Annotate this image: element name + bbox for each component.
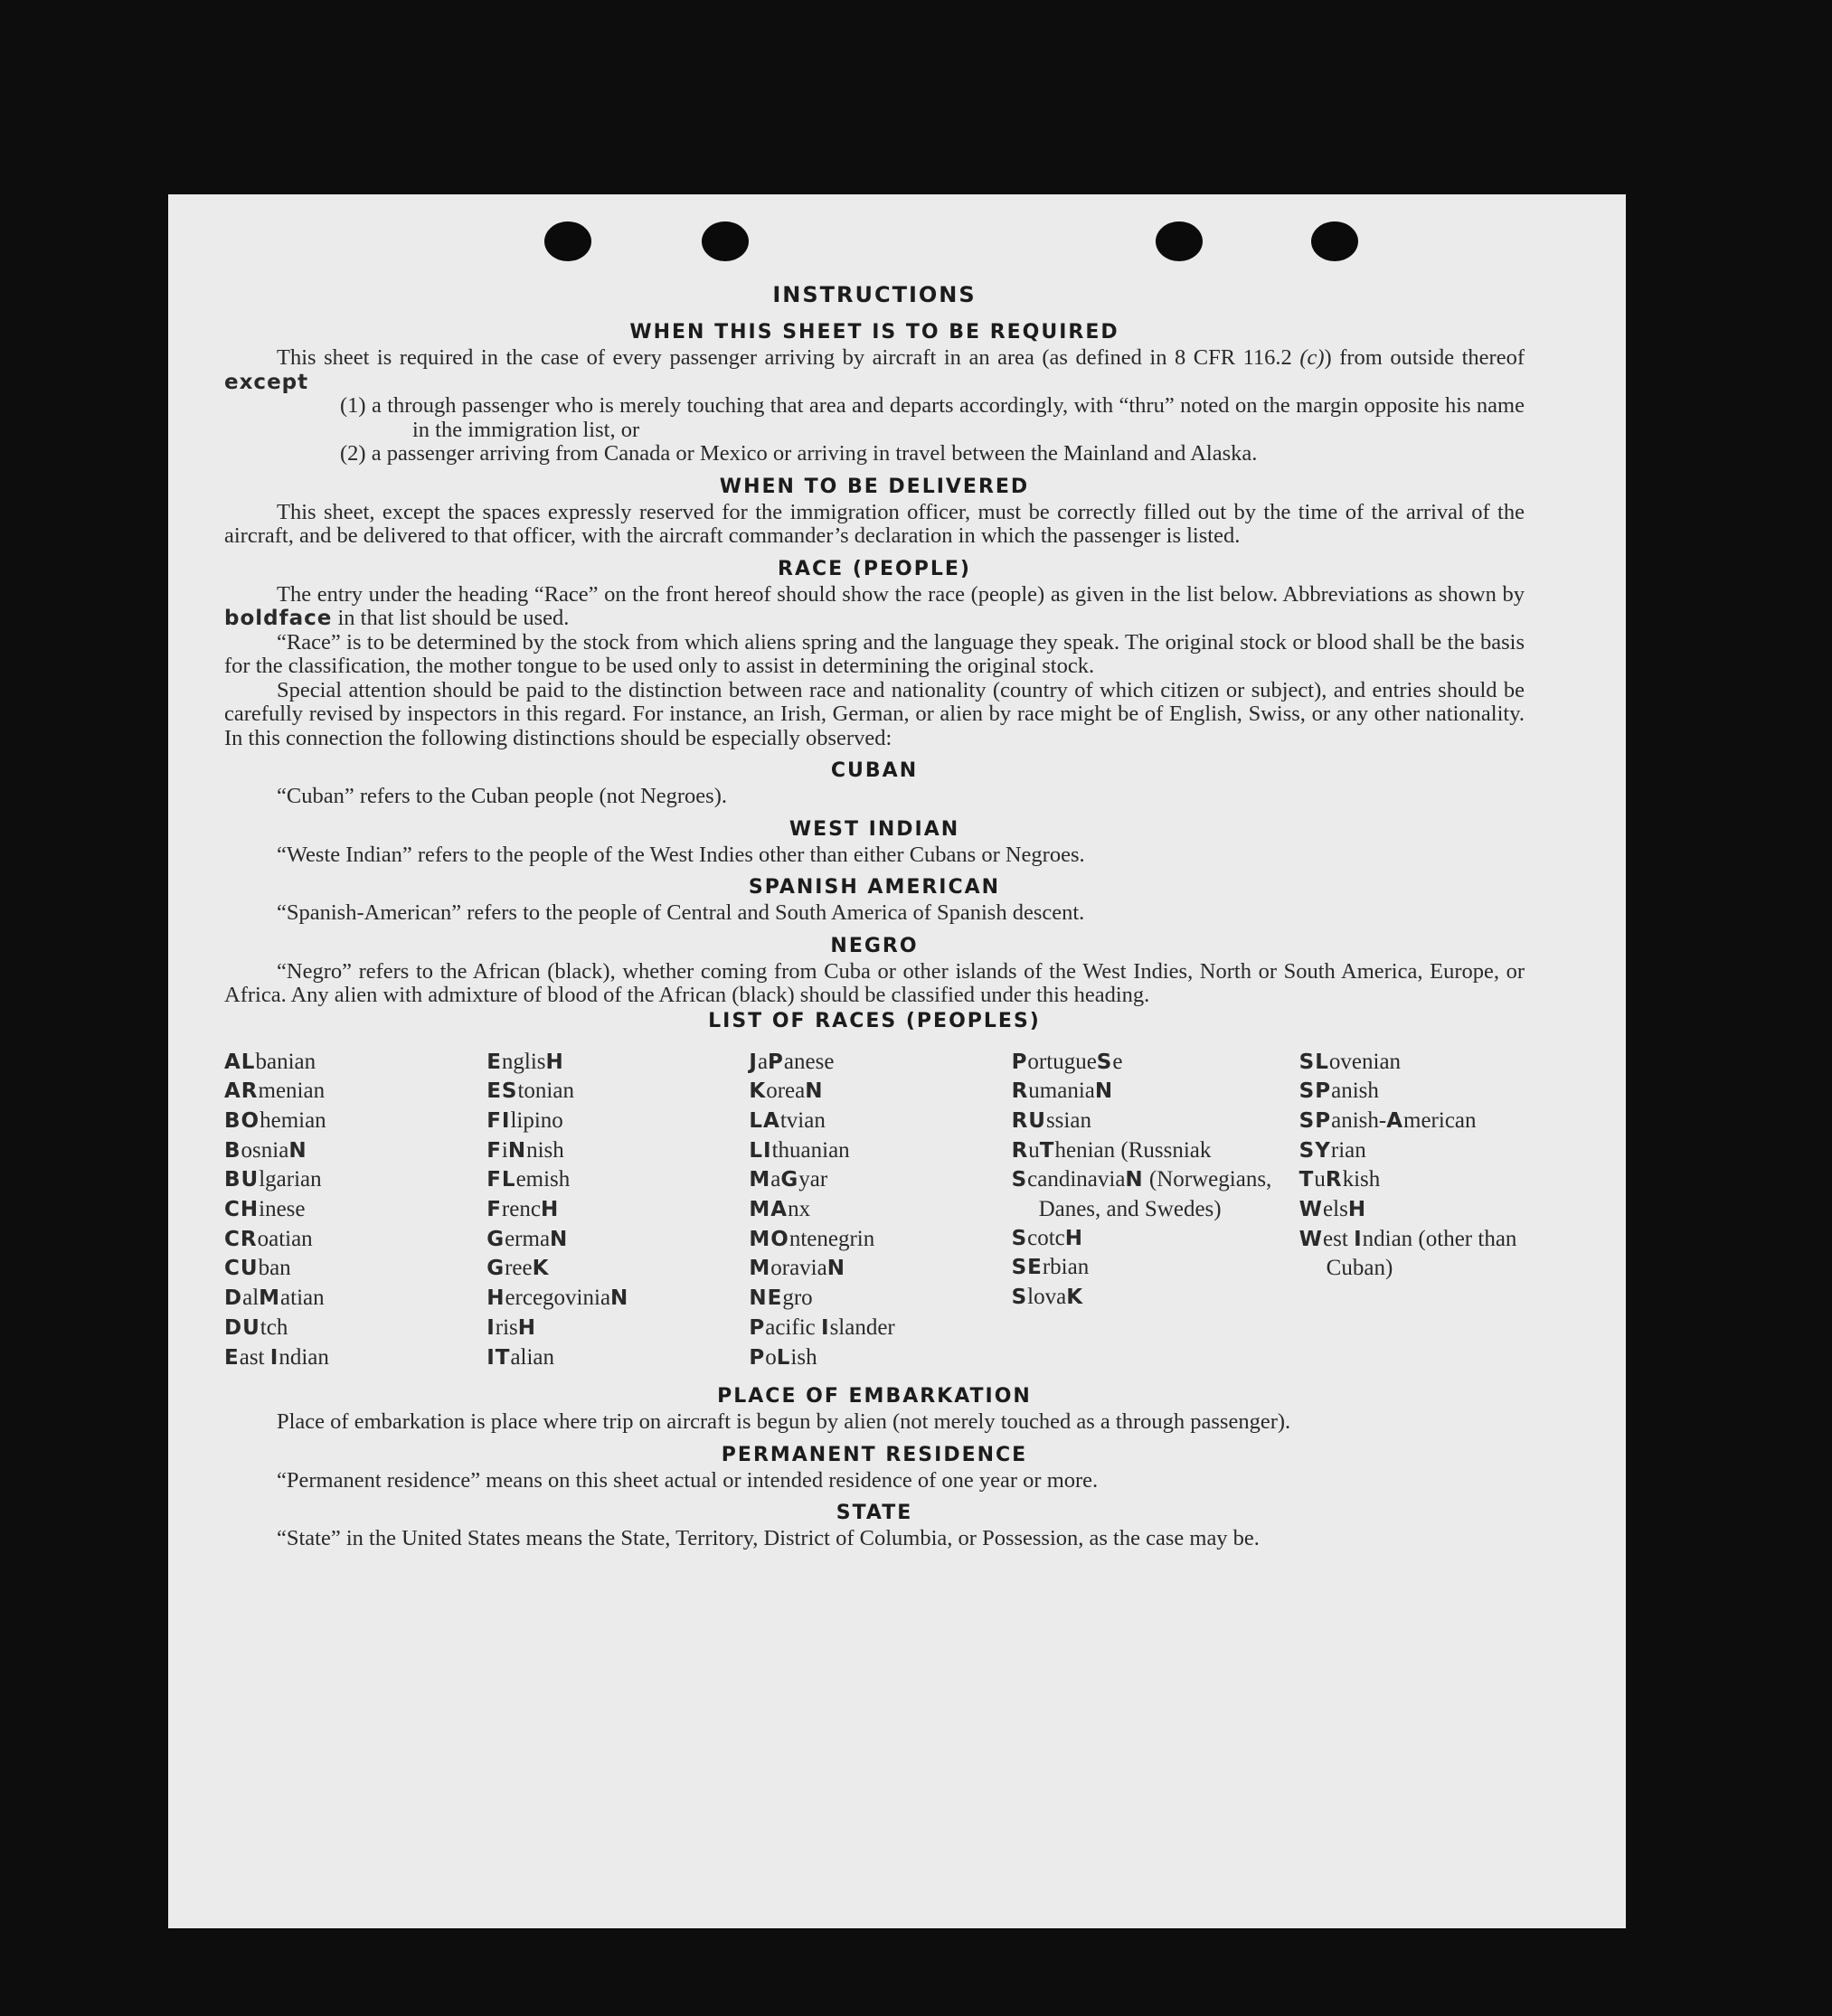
race-entry: DalMatian [224, 1286, 325, 1311]
required-intro: This sheet is required in the case of every passenger arriving by aircraft in an area (as defined in 8 CFR 116.2 (c)) from outside thereof except [224, 345, 1525, 394]
race-entry: RumaniaN [1011, 1079, 1114, 1104]
race-list [224, 1048, 1525, 1373]
race-paragraph-1: The entry under the heading “Race” on the front hereof should show the race (people) as given in the list below. Abbreviations as shown by boldface in that list should be used. [224, 581, 1525, 630]
race-entry: ScandinaviaN (Norwegians, Danes, and Swedes) [1011, 1167, 1272, 1222]
race-entry: West Indian (other than Cuban) [1298, 1226, 1517, 1281]
document-sheet [168, 194, 1626, 1928]
delivered-text: This sheet, except the spaces expressly reserved for the immigration officer, must be correctly filled out by the time of the arrival of the aircraft, and be delivered to that officer, with the aircraft commander’s declaration in which the passenger is listed. [224, 499, 1525, 548]
race-entry: MaGyar [749, 1167, 828, 1192]
race-entry: LIthuanian [749, 1137, 850, 1163]
race-entry: BUlgarian [224, 1167, 322, 1192]
section-heading-negro: NEGRO [830, 934, 919, 957]
race-entry: SPanish-American [1298, 1107, 1477, 1133]
race-entry: East Indian [224, 1344, 329, 1370]
race-entry: EnglisH [486, 1049, 564, 1074]
race-entry: EStonian [486, 1079, 574, 1104]
section-heading-embarkation: PLACE OF EMBARKATION [717, 1385, 1032, 1408]
section-heading-residence: PERMANENT RESIDENCE [721, 1443, 1028, 1466]
race-entry: MoraviaN [749, 1256, 845, 1281]
punch-hole [1311, 221, 1358, 261]
race-entry: SPanish [1298, 1079, 1379, 1104]
cuban-text: “Cuban” refers to the Cuban people (not Negroes). [277, 784, 727, 808]
race-entry: FLemish [486, 1167, 571, 1192]
race-entry: PortugueSe [1011, 1049, 1123, 1074]
race-entry: ALbanian [224, 1049, 316, 1074]
race-paragraph-2: “Race” is to be determined by the stock from which aliens spring and the language they speak. The original stock or blood shall be the basis for the classification, the mother tongue to be used only to assist in determining the original stock. [224, 629, 1525, 678]
section-heading-spanish-american: SPANISH AMERICAN [748, 876, 1001, 899]
race-entry: CHinese [224, 1197, 306, 1222]
state-text: “State” in the United States means the State, Territory, District of Columbia, or Possession, as the case may be. [277, 1526, 1260, 1551]
race-entry: Pacific Islander [749, 1314, 895, 1340]
section-heading-list-of-races: LIST OF RACES (PEOPLES) [708, 1009, 1041, 1032]
race-entry: PoLish [749, 1344, 817, 1370]
race-entry: JaPanese [749, 1049, 835, 1074]
race-column [1012, 1048, 1299, 1373]
section-heading-required: WHEN THIS SHEET IS TO BE REQUIRED [629, 321, 1119, 344]
west-indian-text: “Weste Indian” refers to the people of the West Indies other than either Cubans or Negroes. [277, 842, 1085, 867]
exception-item-2: (2) a passenger arriving from Canada or Mexico or arriving in travel between the Mainland and Alaska. [340, 441, 1258, 466]
race-column [1299, 1048, 1525, 1373]
race-entry: DUtch [224, 1314, 288, 1340]
race-entry: ITalian [486, 1344, 555, 1370]
section-heading-delivered: WHEN TO BE DELIVERED [719, 475, 1030, 498]
race-entry: SlovaK [1011, 1285, 1084, 1310]
race-entry: KoreaN [749, 1079, 824, 1104]
race-entry: ScotcH [1011, 1225, 1084, 1250]
race-entry: SErbian [1011, 1255, 1090, 1280]
race-entry: FIlipino [486, 1107, 563, 1133]
race-column [749, 1048, 1011, 1373]
race-entry: SYrian [1298, 1137, 1366, 1163]
race-column [224, 1048, 486, 1373]
race-entry: FrencH [486, 1197, 560, 1222]
punch-hole [544, 221, 591, 261]
race-entry: CRoatian [224, 1226, 313, 1251]
race-entry: ARmenian [224, 1079, 326, 1104]
cfr-citation: (c) [1299, 345, 1325, 370]
race-entry: WelsH [1298, 1197, 1367, 1222]
race-entry: NEgro [749, 1286, 813, 1311]
race-entry: IrisH [486, 1314, 536, 1340]
race-entry: MAnx [749, 1197, 811, 1222]
boldface-word: boldface [224, 607, 333, 630]
section-heading-cuban: CUBAN [830, 759, 919, 782]
race-entry: FiNnish [486, 1137, 564, 1163]
race-column [486, 1048, 749, 1373]
race-entry: RuThenian (Russniak [1011, 1137, 1212, 1163]
exception-item-1: (1) a through passenger who is merely touching that area and departs accordingly, with “thru” noted on the margin opposite his name in the immigration list, or [340, 393, 1525, 442]
race-entry: MOntenegrin [749, 1226, 875, 1251]
section-heading-race: RACE (PEOPLE) [778, 557, 971, 580]
race-entry: BOhemian [224, 1107, 326, 1133]
section-heading-west-indian: WEST INDIAN [789, 817, 960, 841]
page-title: INSTRUCTIONS [772, 282, 977, 307]
residence-text: “Permanent residence” means on this sheet actual or intended residence of one year or more. [277, 1467, 1099, 1493]
section-heading-state: STATE [836, 1502, 913, 1525]
punch-hole [1156, 221, 1203, 261]
race-entry: HercegoviniaN [486, 1286, 629, 1311]
race-entry: RUssian [1011, 1107, 1091, 1133]
race-entry: CUban [224, 1256, 291, 1281]
race-entry: GreeK [486, 1256, 550, 1281]
race-entry: LAtvian [749, 1107, 826, 1133]
race-entry: BosniaN [224, 1137, 307, 1163]
negro-text: “Negro” refers to the African (black), whether coming from Cuba or other islands of the West Indies, North or South America, Europe, or Africa. Any alien with admixture of blood of the African (black) should be classified under this heading. [224, 958, 1525, 1007]
spanish-american-text: “Spanish-American” refers to the people of Central and South America of Spanish descent. [277, 900, 1085, 925]
race-entry: TuRkish [1298, 1167, 1381, 1192]
except-bold: except [224, 370, 309, 394]
race-entry: SLovenian [1298, 1049, 1402, 1074]
punch-hole [702, 221, 749, 261]
race-entry: GermaN [486, 1226, 569, 1251]
race-paragraph-3: Special attention should be paid to the distinction between race and nationality (country of which citizen or subject), and entries should be carefully revised by inspectors in this regard. For instance, an Irish, German, or alien by race might be of English, Swiss, or any other nationality. In this connection the following distinctions should be especially observed: [224, 677, 1525, 750]
embarkation-text: Place of embarkation is place where trip on aircraft is begun by alien (not merely touched as a through passenger). [277, 1409, 1291, 1435]
